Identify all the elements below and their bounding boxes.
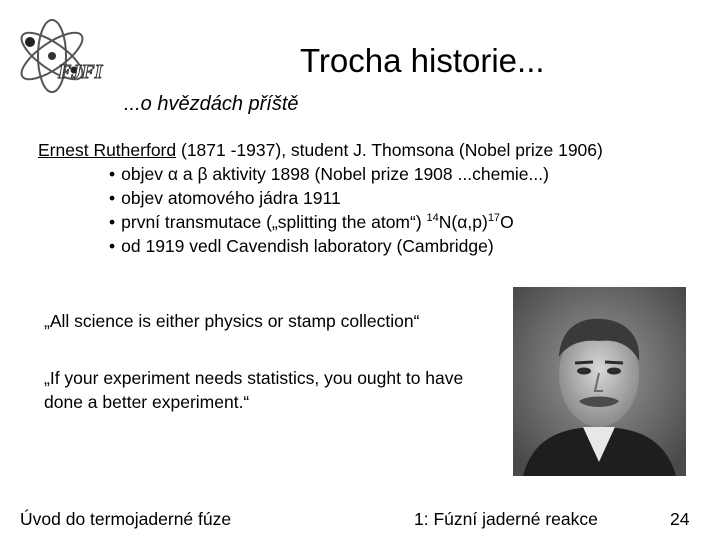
slide-title: Trocha historie... — [300, 42, 545, 79]
slide-subtitle: ...o hvězdách příště — [124, 93, 299, 115]
alpha-symbol: α — [167, 164, 178, 184]
intro-line — [38, 138, 603, 162]
bullet-item: • objev α a β aktivity 1898 (Nobel prize 1908 ...chemie...) — [109, 164, 549, 184]
footer-course: Úvod do termojaderné fúze — [20, 509, 232, 529]
footer-chapter: 1: Fúzní jaderné reakce — [414, 509, 598, 529]
bullet-dot: • — [109, 164, 116, 184]
logo-text: FJFI — [58, 61, 103, 83]
rutherford-portrait — [513, 287, 686, 476]
rutherford-name: Ernest Rutherford — [38, 140, 177, 160]
bullet-list — [109, 162, 549, 258]
quote-statistics: „If your experiment needs statistics, you ought to have done a better experiment.“ — [44, 368, 464, 412]
bullet-item: • od 1919 vedl Cavendish laboratory (Cambridge) — [109, 236, 494, 256]
fjfi-logo — [8, 12, 104, 96]
bullet-item: • první transmutace („splitting the atom“) $^{14}N(\alpha,p)^{17}O$ — [109, 212, 514, 232]
beta-symbol: β — [197, 164, 208, 184]
alpha-symbol: α — [457, 212, 468, 232]
bullet-dot: • — [109, 212, 116, 232]
bullet-dot: • — [109, 188, 116, 208]
intro-rest: (1871 -1937), student J. Thomsona (Nobel prize 1906) — [176, 140, 603, 160]
page-number: 24 — [670, 509, 690, 529]
bullet-dot: • — [109, 236, 116, 256]
quote-stamp-collection: „All science is either physics or stamp collection“ — [44, 311, 420, 331]
bullet-item: • objev atomového jádra 1911 — [109, 188, 341, 208]
